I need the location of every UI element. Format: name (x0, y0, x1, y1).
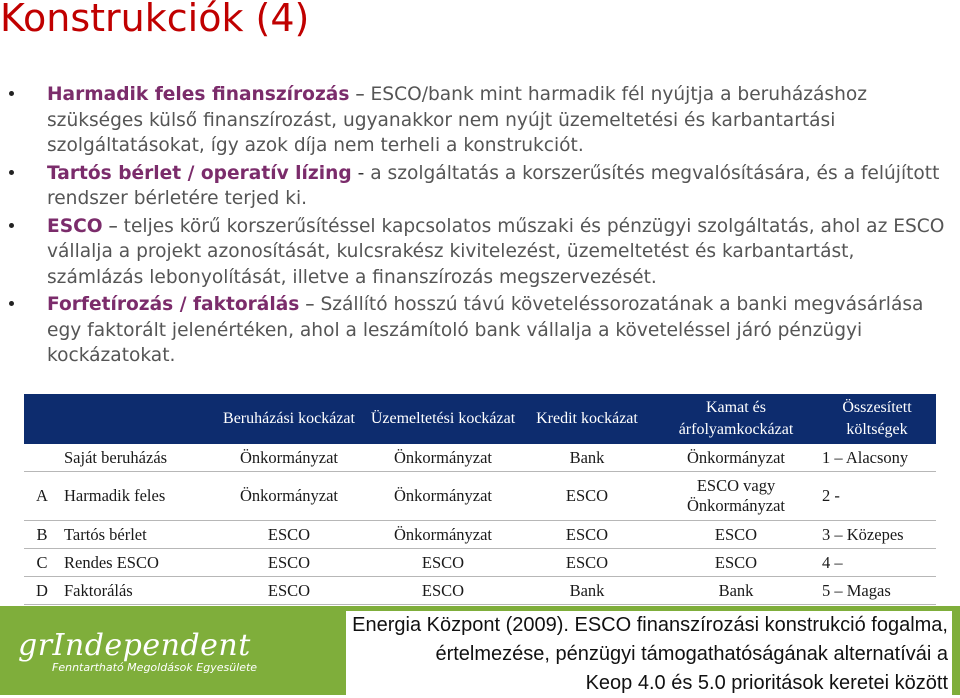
table-row (24, 444, 936, 472)
bullet-text (47, 214, 946, 291)
row-code: B (24, 521, 60, 549)
table-row (24, 549, 936, 577)
cell-investment-risk: Önkormányzat (212, 472, 366, 521)
cell-credit-risk: Bank (520, 444, 654, 472)
bullet-separator: – (349, 84, 371, 105)
bullet-description: Szállító hosszú távú követeléssorozatának a banki megvásárlása egy faktorált jelenértéken, ahol a leszámítoló bank vállalja a követeléssel járó pénzügyi kockázatokat. (47, 294, 924, 366)
cell-investment-risk: ESCO (212, 521, 366, 549)
cell-operating-risk: Önkormányzat (366, 521, 520, 549)
bullet-term: Harmadik feles finanszírozás (47, 84, 350, 105)
bullet-text (47, 292, 946, 369)
bullet-dot-icon (9, 301, 14, 306)
cell-interest-risk: Bank (654, 577, 818, 605)
logo (18, 628, 257, 674)
bullet-item (0, 214, 960, 291)
cell-operating-risk: ESCO (366, 549, 520, 577)
row-code: D (24, 577, 60, 605)
bullet-item (0, 292, 960, 369)
bullet-dot-icon (9, 91, 14, 96)
citation-line: Keop 4.0 és 5.0 prioritások keretei között (585, 672, 948, 694)
table-header-row (24, 394, 936, 444)
citation-line: értelmezése, pénzügyi támogathatóságának alternatívái a (435, 643, 948, 665)
row-code: C (24, 549, 60, 577)
header-name (60, 394, 212, 444)
cell-interest-risk: Önkormányzat (654, 444, 818, 472)
cell-interest-risk: ESCO (654, 549, 818, 577)
bullet-separator: - (351, 162, 371, 184)
cell-total-cost: 2 - (818, 472, 936, 521)
cell-total-cost: 5 – Magas (818, 577, 936, 605)
bullet-dot-icon (9, 223, 14, 228)
row-name: Tartós bérlet (60, 521, 212, 549)
risk-table-container (24, 394, 936, 606)
bullet-term: Tartós bérlet / operatív lízing (47, 162, 352, 184)
row-name: Rendes ESCO (60, 549, 212, 577)
header-operating-risk: Üzemeltetési kockázat (366, 394, 520, 444)
risk-table (24, 394, 936, 605)
bullet-item (0, 161, 960, 212)
cell-investment-risk: Önkormányzat (212, 444, 366, 472)
cell-operating-risk: Önkormányzat (366, 472, 520, 521)
table-row (24, 521, 936, 549)
header-code (24, 394, 60, 444)
cell-total-cost: 4 – (818, 549, 936, 577)
cell-credit-risk: ESCO (520, 521, 654, 549)
cell-interest-risk: ESCO (654, 521, 818, 549)
cell-investment-risk: ESCO (212, 577, 366, 605)
cell-total-cost: 1 – Alacsony (818, 444, 936, 472)
table-row (24, 577, 936, 605)
footer-bar (0, 606, 960, 695)
citation-line: Energia Központ (2009). ESCO finanszírozási konstrukció fogalma, (352, 614, 948, 636)
source-citation (346, 611, 952, 698)
logo-wordmark: grIndependent (18, 628, 251, 663)
bullet-term: Forfetírozás / faktorálás (47, 294, 300, 315)
table-row (24, 472, 936, 521)
bullet-separator: – (102, 215, 124, 237)
bullet-separator: – (299, 294, 321, 315)
bullet-description: ESCO/bank mint harmadik fél nyújtja a beruházáshoz szükséges külső finanszírozást, ugyanakkor nem nyújt üzemeltetési és karbantartási szolgáltatásokat, így azok díja nem terheli a konstrukciót. (47, 84, 868, 156)
cell-operating-risk: Önkormányzat (366, 444, 520, 472)
row-name: Harmadik feles (60, 472, 212, 521)
row-code (24, 444, 60, 472)
bullet-dot-icon (9, 170, 14, 175)
cell-total-cost: 3 – Közepes (818, 521, 936, 549)
cell-investment-risk: ESCO (212, 549, 366, 577)
bullet-term: ESCO (47, 215, 103, 237)
cell-operating-risk: ESCO (366, 577, 520, 605)
header-interest-risk: Kamat és árfolyamkockázat (654, 394, 818, 444)
cell-interest-risk-text: ESCO vagy Önkormányzat (686, 476, 786, 515)
row-code: A (24, 472, 60, 521)
header-total-cost: Összesített költségek (818, 394, 936, 444)
cell-credit-risk: ESCO (520, 549, 654, 577)
bullet-text (47, 161, 946, 212)
logo-tagline: Fenntartható Megoldások Egyesülete (52, 661, 258, 674)
row-name: Saját beruházás (60, 444, 212, 472)
cell-interest-risk (654, 472, 818, 521)
row-name: Faktorálás (60, 577, 212, 605)
bullet-text (47, 82, 946, 159)
bullet-list (0, 82, 960, 371)
cell-credit-risk: ESCO (520, 472, 654, 521)
bullet-item (0, 82, 960, 159)
bullet-description: teljes körű korszerűsítéssel kapcsolatos műszaki és pénzügyi szolgáltatás, ahol az ESCO vállalja a projekt azonosítását, kulcsrakész kivitelezést, üzemeltetést és karbantartást, számlázás lebonyolítását, illetve a finanszírozás megszervezését. (47, 215, 945, 288)
slide-title: Konstrukciók (4) (0, 0, 310, 40)
cell-credit-risk: Bank (520, 577, 654, 605)
header-investment-risk: Beruházási kockázat (212, 394, 366, 444)
header-credit-risk: Kredit kockázat (520, 394, 654, 444)
bullet-description: a szolgáltatás a korszerűsítés megvalósítására, és a felújított rendszer bérletére terjed ki. (47, 162, 940, 209)
